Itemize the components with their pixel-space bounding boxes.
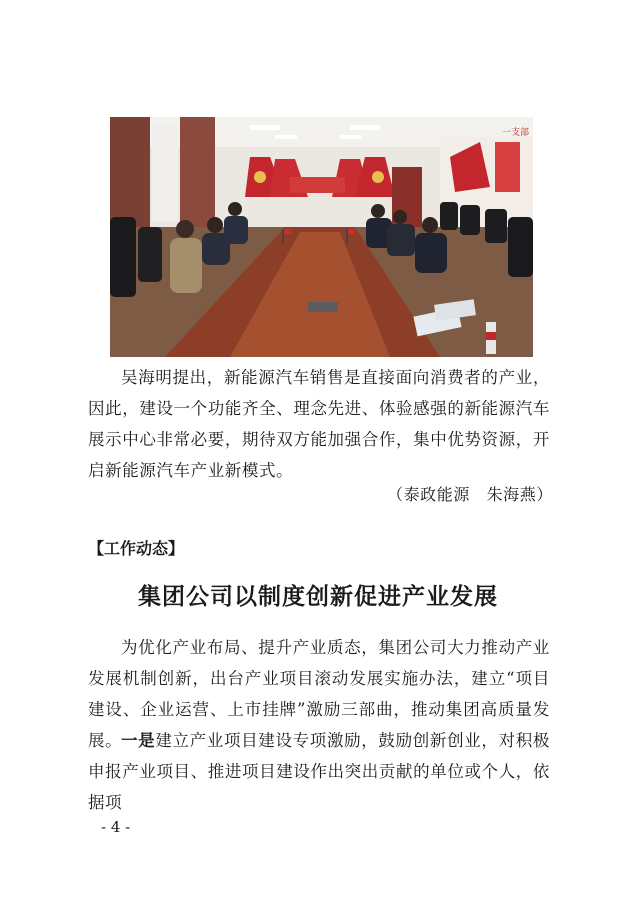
paragraph-lead: 一是 — [121, 731, 156, 750]
article-paragraph: 吴海明提出，新能源汽车销售是直接面向消费者的产业，因此，建设一个功能齐全、理念先进、体验感强的新能源汽车展示中心非常必要，期待双方能加强合作，集中优势资源，开启新能源汽车产业新模式。 — [88, 368, 550, 480]
meeting-photo — [110, 117, 533, 357]
page-number: - 4 - — [101, 818, 131, 836]
article-paragraph — [88, 725, 550, 818]
author-credit: （泰政能源 朱海燕） — [386, 485, 553, 504]
paragraph-body: 建立产业项目建设专项激励，鼓励创新创业，对积极申报产业项目、推进项目建设作出突出贡献的单位或个人，依据项 — [88, 731, 550, 812]
article-headline: 集团公司以制度创新促进产业发展 — [138, 583, 498, 610]
article-paragraph: 为优化产业布局、提升产业质态，集团公司大力推动产业发展机制创新，出台产业项目滚动发展实施办法，建立“项目建设、企业运营、上市挂牌”激励三部曲，推动集团高质量发展。 — [88, 638, 550, 750]
banner-text: 一支部 — [502, 128, 530, 138]
section-tag: 【工作动态】 — [88, 539, 185, 558]
